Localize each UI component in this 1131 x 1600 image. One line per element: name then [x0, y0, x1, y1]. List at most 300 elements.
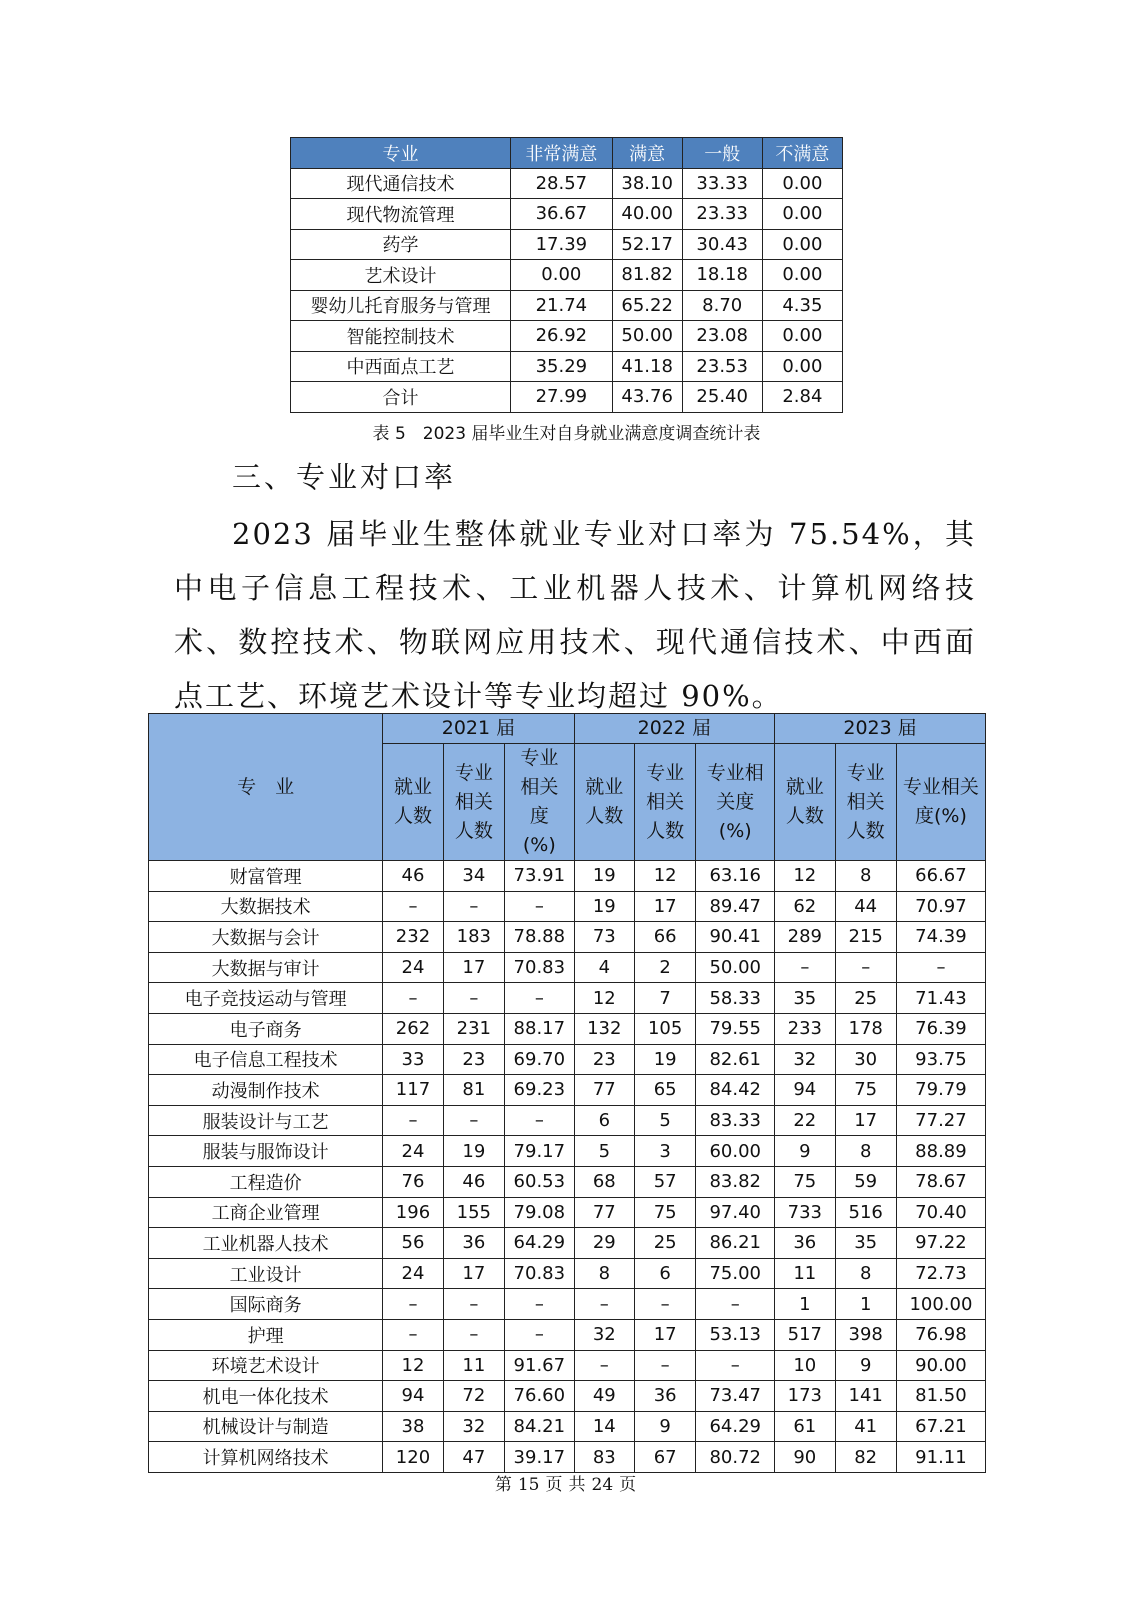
table-row [149, 1166, 986, 1197]
major-name-cell: 现代物流管理 [291, 199, 511, 230]
value-cell: 183 [443, 922, 504, 953]
value-cell: – [443, 983, 504, 1014]
value-cell: 17 [443, 952, 504, 983]
value-cell: 173 [775, 1381, 835, 1412]
value-cell: – [574, 1350, 634, 1381]
value-cell: 0.00 [762, 260, 842, 291]
major-name-cell: 现代通信技术 [291, 168, 511, 199]
value-cell: 35 [775, 983, 835, 1014]
value-cell: 76.39 [896, 1013, 985, 1044]
total-page-number: 24 [591, 1475, 614, 1495]
value-cell: 32 [443, 1411, 504, 1442]
year-header-row [149, 714, 986, 744]
value-cell: 82.61 [696, 1044, 775, 1075]
value-cell: 93.75 [896, 1044, 985, 1075]
value-cell: 84.21 [505, 1411, 575, 1442]
value-cell: 21.74 [510, 290, 612, 321]
value-cell: 36 [443, 1228, 504, 1259]
value-cell: 77 [574, 1197, 634, 1228]
value-cell: 33 [383, 1044, 443, 1075]
sub-header: 就业人数 [775, 744, 835, 861]
value-cell: 8 [835, 861, 896, 892]
footer-text: 页 [545, 1475, 563, 1495]
value-cell: 6 [574, 1105, 634, 1136]
table-row [291, 199, 843, 230]
value-cell: 32 [775, 1044, 835, 1075]
value-cell: 82 [835, 1442, 896, 1473]
value-cell: 231 [443, 1013, 504, 1044]
value-cell: 28.57 [510, 168, 612, 199]
major-name-cell: 合计 [291, 382, 511, 413]
value-cell: 233 [775, 1013, 835, 1044]
page-footer [0, 1470, 1131, 1495]
value-cell: 23.33 [682, 199, 762, 230]
value-cell: 88.17 [505, 1013, 575, 1044]
value-cell: 35.29 [510, 351, 612, 382]
table-row [149, 1350, 986, 1381]
value-cell: 232 [383, 922, 443, 953]
value-cell: 71.43 [896, 983, 985, 1014]
value-cell: – [443, 1289, 504, 1320]
value-cell: 79.55 [696, 1013, 775, 1044]
value-cell: – [505, 1289, 575, 1320]
value-cell: 91.11 [896, 1442, 985, 1473]
value-cell: 178 [835, 1013, 896, 1044]
table-row [149, 1075, 986, 1106]
satisfaction-table-body [291, 168, 843, 412]
value-cell: 74.39 [896, 922, 985, 953]
value-cell: 46 [383, 861, 443, 892]
value-cell: 78.88 [505, 922, 575, 953]
value-cell: 12 [775, 861, 835, 892]
value-cell: 196 [383, 1197, 443, 1228]
table-row [149, 922, 986, 953]
table-row [149, 1013, 986, 1044]
value-cell: 25.40 [682, 382, 762, 413]
value-cell: – [505, 891, 575, 922]
current-page-number: 15 [517, 1475, 540, 1495]
value-cell: 23 [443, 1044, 504, 1075]
major-name-cell: 大数据与会计 [149, 922, 383, 953]
paragraph-text: 2023 届毕业生整体就业专业对口率为 75.54%，其中电子信息工程技术、工业机器人技术、计算机网络技术、数控技术、物联网应用技术、现代通信技术、中西面点工艺、环境艺术设计等专业均超过 90%。 [174, 517, 976, 713]
major-name-cell: 动漫制作技术 [149, 1075, 383, 1106]
value-cell: 17 [443, 1258, 504, 1289]
value-cell: 2.84 [762, 382, 842, 413]
value-cell: 5 [574, 1136, 634, 1167]
value-cell: 32 [574, 1319, 634, 1350]
footer-text: 共 [568, 1475, 586, 1495]
major-name-cell: 服装设计与工艺 [149, 1105, 383, 1136]
value-cell: 38 [383, 1411, 443, 1442]
value-cell: 17 [634, 1319, 695, 1350]
value-cell: 0.00 [762, 321, 842, 352]
value-cell: 97.40 [696, 1197, 775, 1228]
value-cell: 10 [775, 1350, 835, 1381]
value-cell: 41 [835, 1411, 896, 1442]
major-name-cell: 工程造价 [149, 1166, 383, 1197]
sub-header: 专业相关度(%) [696, 744, 775, 861]
table-row [149, 1105, 986, 1136]
value-cell: – [383, 1319, 443, 1350]
major-name-cell: 药学 [291, 229, 511, 260]
value-cell: 60.53 [505, 1166, 575, 1197]
major-name-cell: 婴幼儿托育服务与管理 [291, 290, 511, 321]
table-row [291, 290, 843, 321]
header-cell: 一般 [682, 138, 762, 169]
value-cell: 12 [383, 1350, 443, 1381]
value-cell: 41.18 [612, 351, 682, 382]
major-name-cell: 艺术设计 [291, 260, 511, 291]
value-cell: 50.00 [696, 952, 775, 983]
value-cell: 81 [443, 1075, 504, 1106]
sub-header: 专业相关度(%) [896, 744, 985, 861]
value-cell: 77 [574, 1075, 634, 1106]
major-match-table [148, 713, 986, 1473]
value-cell: 6 [634, 1258, 695, 1289]
value-cell: 17 [835, 1105, 896, 1136]
value-cell: 91.67 [505, 1350, 575, 1381]
footer-text: 第 [494, 1475, 512, 1495]
value-cell: 76.98 [896, 1319, 985, 1350]
value-cell: – [383, 891, 443, 922]
value-cell: 69.70 [505, 1044, 575, 1075]
value-cell: 18.18 [682, 260, 762, 291]
value-cell: 4 [574, 952, 634, 983]
value-cell: 52.17 [612, 229, 682, 260]
value-cell: 30 [835, 1044, 896, 1075]
value-cell: – [634, 1289, 695, 1320]
value-cell: – [443, 891, 504, 922]
value-cell: – [775, 952, 835, 983]
table-row [149, 1197, 986, 1228]
value-cell: 66 [634, 922, 695, 953]
value-cell: 70.83 [505, 952, 575, 983]
header-cell: 非常满意 [510, 138, 612, 169]
value-cell: 83 [574, 1442, 634, 1473]
value-cell: – [835, 952, 896, 983]
year-header: 2021 届 [383, 714, 574, 744]
value-cell: 0.00 [762, 229, 842, 260]
table-row [291, 229, 843, 260]
value-cell: 23.53 [682, 351, 762, 382]
value-cell: 94 [775, 1075, 835, 1106]
value-cell: 100.00 [896, 1289, 985, 1320]
value-cell: 19 [443, 1136, 504, 1167]
value-cell: 97.22 [896, 1228, 985, 1259]
value-cell: 75 [634, 1197, 695, 1228]
value-cell: 49 [574, 1381, 634, 1412]
value-cell: 53.13 [696, 1319, 775, 1350]
value-cell: 0.00 [762, 199, 842, 230]
value-cell: 68 [574, 1166, 634, 1197]
value-cell: 22 [775, 1105, 835, 1136]
value-cell: 262 [383, 1013, 443, 1044]
value-cell: 77.27 [896, 1105, 985, 1136]
major-name-cell: 工商企业管理 [149, 1197, 383, 1228]
value-cell: – [696, 1350, 775, 1381]
value-cell: 19 [574, 861, 634, 892]
value-cell: 56 [383, 1228, 443, 1259]
value-cell: 75 [775, 1166, 835, 1197]
table-row [291, 321, 843, 352]
sub-header: 专业相关度(%) [505, 744, 575, 861]
value-cell: 733 [775, 1197, 835, 1228]
sub-header: 专业相关人数 [443, 744, 504, 861]
value-cell: 4.35 [762, 290, 842, 321]
value-cell: 75.00 [696, 1258, 775, 1289]
body-paragraph [174, 507, 976, 723]
value-cell: 90.41 [696, 922, 775, 953]
value-cell: 289 [775, 922, 835, 953]
value-cell: 8 [835, 1136, 896, 1167]
value-cell: 24 [383, 1258, 443, 1289]
value-cell: 89.47 [696, 891, 775, 922]
value-cell: – [505, 1105, 575, 1136]
value-cell: 24 [383, 1136, 443, 1167]
value-cell: 75 [835, 1075, 896, 1106]
value-cell: 83.82 [696, 1166, 775, 1197]
value-cell: – [505, 1319, 575, 1350]
value-cell: 39.17 [505, 1442, 575, 1473]
value-cell: 9 [835, 1350, 896, 1381]
value-cell: 70.40 [896, 1197, 985, 1228]
section-heading: 三、专业对口率 [232, 460, 457, 494]
value-cell: 23.08 [682, 321, 762, 352]
major-match-table-body [149, 861, 986, 1473]
value-cell: 34 [443, 861, 504, 892]
value-cell: – [383, 1105, 443, 1136]
value-cell: 8.70 [682, 290, 762, 321]
value-cell: 398 [835, 1319, 896, 1350]
value-cell: 80.72 [696, 1442, 775, 1473]
major-name-cell: 国际商务 [149, 1289, 383, 1320]
value-cell: 44 [835, 891, 896, 922]
major-name-cell: 工业机器人技术 [149, 1228, 383, 1259]
value-cell: 29 [574, 1228, 634, 1259]
satisfaction-header-row [291, 138, 843, 169]
value-cell: 0.00 [762, 168, 842, 199]
value-cell: 132 [574, 1013, 634, 1044]
value-cell: 73.47 [696, 1381, 775, 1412]
value-cell: 9 [775, 1136, 835, 1167]
table-row [149, 1228, 986, 1259]
value-cell: – [634, 1350, 695, 1381]
value-cell: 65.22 [612, 290, 682, 321]
value-cell: 105 [634, 1013, 695, 1044]
value-cell: 19 [634, 1044, 695, 1075]
major-name-cell: 电子信息工程技术 [149, 1044, 383, 1075]
table-row [149, 891, 986, 922]
value-cell: 64.29 [696, 1411, 775, 1442]
value-cell: 155 [443, 1197, 504, 1228]
major-name-cell: 电子商务 [149, 1013, 383, 1044]
header-cell: 满意 [612, 138, 682, 169]
value-cell: – [383, 983, 443, 1014]
value-cell: 23 [574, 1044, 634, 1075]
value-cell: 76 [383, 1166, 443, 1197]
value-cell: 1 [775, 1289, 835, 1320]
sub-header: 就业人数 [383, 744, 443, 861]
value-cell: – [696, 1289, 775, 1320]
sub-header: 专业相关人数 [835, 744, 896, 861]
table-row [149, 1136, 986, 1167]
value-cell: 43.76 [612, 382, 682, 413]
value-cell: 25 [835, 983, 896, 1014]
value-cell: 17 [634, 891, 695, 922]
table-row [149, 1258, 986, 1289]
value-cell: 57 [634, 1166, 695, 1197]
value-cell: 58.33 [696, 983, 775, 1014]
major-name-cell: 护理 [149, 1319, 383, 1350]
value-cell: 14 [574, 1411, 634, 1442]
value-cell: 517 [775, 1319, 835, 1350]
value-cell: 141 [835, 1381, 896, 1412]
value-cell: 67 [634, 1442, 695, 1473]
value-cell: – [574, 1289, 634, 1320]
value-cell: 70.97 [896, 891, 985, 922]
value-cell: 60.00 [696, 1136, 775, 1167]
value-cell: – [896, 952, 985, 983]
value-cell: 19 [574, 891, 634, 922]
major-name-cell: 大数据与审计 [149, 952, 383, 983]
major-name-cell: 服装与服饰设计 [149, 1136, 383, 1167]
satisfaction-table [290, 137, 843, 413]
value-cell: 7 [634, 983, 695, 1014]
major-name-cell: 机电一体化技术 [149, 1381, 383, 1412]
value-cell: 62 [775, 891, 835, 922]
value-cell: – [443, 1319, 504, 1350]
value-cell: 25 [634, 1228, 695, 1259]
value-cell: 35 [835, 1228, 896, 1259]
value-cell: 72.73 [896, 1258, 985, 1289]
value-cell: – [443, 1105, 504, 1136]
value-cell: 65 [634, 1075, 695, 1106]
value-cell: 1 [835, 1289, 896, 1320]
value-cell: 59 [835, 1166, 896, 1197]
value-cell: 69.23 [505, 1075, 575, 1106]
value-cell: 76.60 [505, 1381, 575, 1412]
value-cell: 79.79 [896, 1075, 985, 1106]
value-cell: 78.67 [896, 1166, 985, 1197]
table-row [149, 952, 986, 983]
header-cell: 不满意 [762, 138, 842, 169]
value-cell: 0.00 [762, 351, 842, 382]
table-row [149, 1381, 986, 1412]
major-name-cell: 环境艺术设计 [149, 1350, 383, 1381]
value-cell: – [383, 1289, 443, 1320]
sub-header: 专业相关人数 [634, 744, 695, 861]
value-cell: 8 [835, 1258, 896, 1289]
value-cell: 79.08 [505, 1197, 575, 1228]
value-cell: 47 [443, 1442, 504, 1473]
major-name-cell: 大数据技术 [149, 891, 383, 922]
value-cell: 8 [574, 1258, 634, 1289]
value-cell: 79.17 [505, 1136, 575, 1167]
value-cell: 90 [775, 1442, 835, 1473]
value-cell: 73.91 [505, 861, 575, 892]
value-cell: 81.82 [612, 260, 682, 291]
table-row [149, 983, 986, 1014]
value-cell: 9 [634, 1411, 695, 1442]
value-cell: 88.89 [896, 1136, 985, 1167]
value-cell: 0.00 [510, 260, 612, 291]
value-cell: 33.33 [682, 168, 762, 199]
value-cell: 50.00 [612, 321, 682, 352]
table-row [149, 1411, 986, 1442]
value-cell: 516 [835, 1197, 896, 1228]
table-row [149, 861, 986, 892]
major-name-cell: 中西面点工艺 [291, 351, 511, 382]
value-cell: 30.43 [682, 229, 762, 260]
major-name-cell: 机械设计与制造 [149, 1411, 383, 1442]
major-name-cell: 工业设计 [149, 1258, 383, 1289]
value-cell: 27.99 [510, 382, 612, 413]
year-header: 2023 届 [775, 714, 986, 744]
value-cell: 72 [443, 1381, 504, 1412]
table-row [149, 1319, 986, 1350]
value-cell: 3 [634, 1136, 695, 1167]
sub-header: 就业人数 [574, 744, 634, 861]
value-cell: 12 [574, 983, 634, 1014]
value-cell: 84.42 [696, 1075, 775, 1106]
value-cell: 36.67 [510, 199, 612, 230]
value-cell: 94 [383, 1381, 443, 1412]
value-cell: 24 [383, 952, 443, 983]
major-name-cell: 计算机网络技术 [149, 1442, 383, 1473]
value-cell: 86.21 [696, 1228, 775, 1259]
value-cell: 36 [634, 1381, 695, 1412]
value-cell: 117 [383, 1075, 443, 1106]
table-row [291, 168, 843, 199]
value-cell: 70.83 [505, 1258, 575, 1289]
value-cell: 63.16 [696, 861, 775, 892]
major-name-cell: 智能控制技术 [291, 321, 511, 352]
footer-text: 页 [619, 1475, 637, 1495]
value-cell: 90.00 [896, 1350, 985, 1381]
table-row [291, 382, 843, 413]
major-header: 专 业 [149, 714, 383, 861]
value-cell: 73 [574, 922, 634, 953]
value-cell: 26.92 [510, 321, 612, 352]
value-cell: 12 [634, 861, 695, 892]
value-cell: 11 [775, 1258, 835, 1289]
value-cell: 66.67 [896, 861, 985, 892]
value-cell: 36 [775, 1228, 835, 1259]
value-cell: 5 [634, 1105, 695, 1136]
table-row [291, 351, 843, 382]
value-cell: 61 [775, 1411, 835, 1442]
value-cell: 83.33 [696, 1105, 775, 1136]
table-caption: 表 5 2023 届毕业生对自身就业满意度调查统计表 [372, 424, 761, 444]
header-cell: 专业 [291, 138, 511, 169]
major-name-cell: 财富管理 [149, 861, 383, 892]
year-header: 2022 届 [574, 714, 775, 744]
value-cell: 81.50 [896, 1381, 985, 1412]
table-row [149, 1044, 986, 1075]
value-cell: 40.00 [612, 199, 682, 230]
value-cell: – [505, 983, 575, 1014]
value-cell: 120 [383, 1442, 443, 1473]
value-cell: 38.10 [612, 168, 682, 199]
value-cell: 11 [443, 1350, 504, 1381]
value-cell: 67.21 [896, 1411, 985, 1442]
table-row [291, 260, 843, 291]
value-cell: 17.39 [510, 229, 612, 260]
value-cell: 2 [634, 952, 695, 983]
table-row [149, 1289, 986, 1320]
table-row [149, 1442, 986, 1473]
value-cell: 215 [835, 922, 896, 953]
